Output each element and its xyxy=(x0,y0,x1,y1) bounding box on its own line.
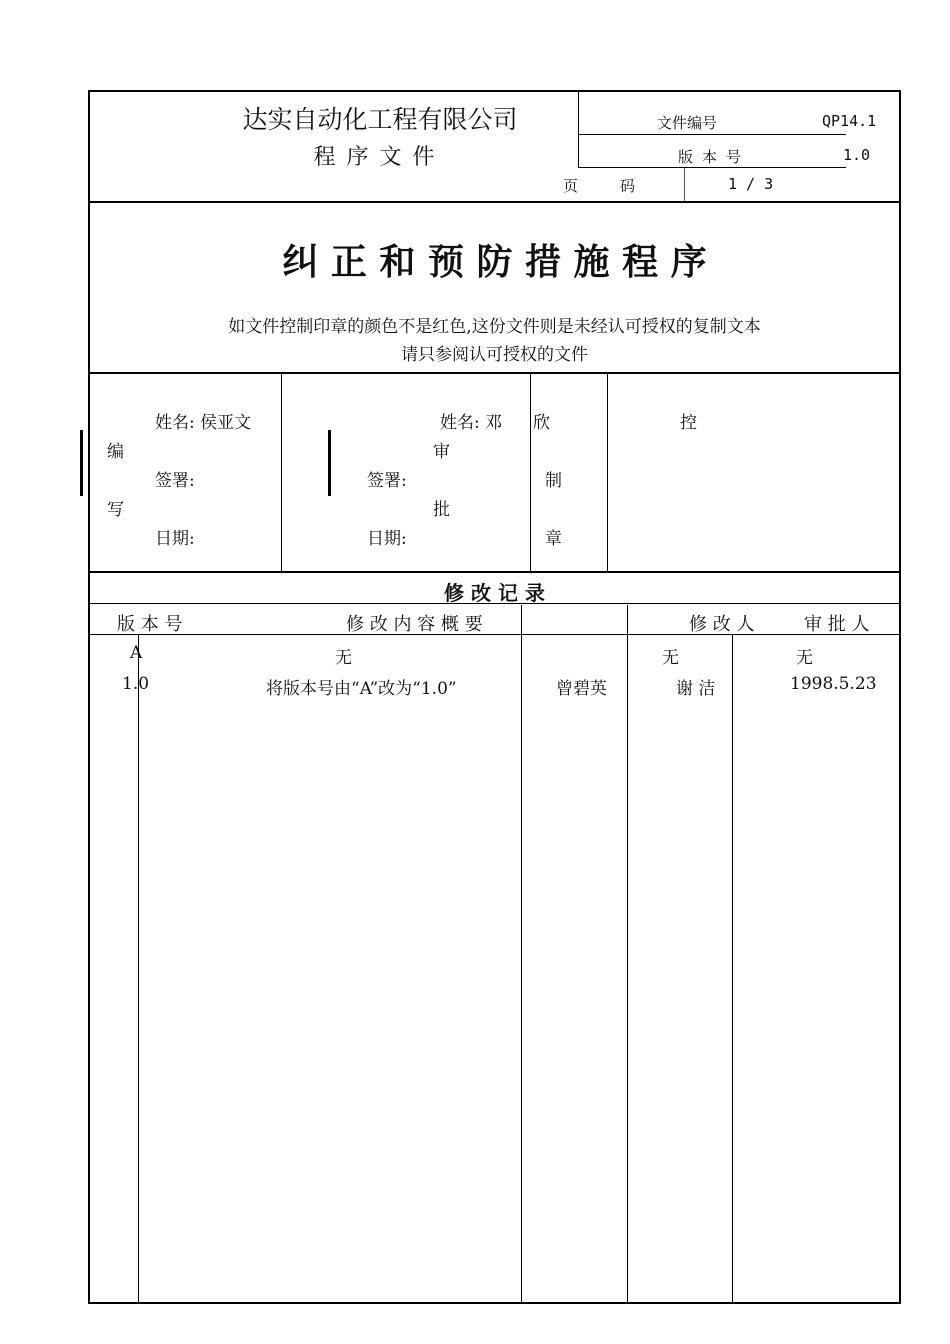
author-date: 日期: xyxy=(155,529,195,549)
approver-sign: 签署: xyxy=(367,471,407,491)
page-cell-divider xyxy=(684,168,685,201)
revision-header-line xyxy=(88,634,901,635)
page-label-2: 码 xyxy=(620,177,636,195)
document-title: 纠 正 和 预 防 措 施 程 序 xyxy=(282,241,707,283)
notice-line-1: 如文件控制印章的颜色不是红色,这份文件则是未经认可授权的复制文本 xyxy=(228,317,761,337)
header-bottom-line xyxy=(88,201,901,203)
col-divider-3 xyxy=(627,605,628,1303)
page-label-1: 页 xyxy=(563,177,579,195)
author-label-top: 编 xyxy=(107,442,124,462)
row1-content: 无 xyxy=(335,648,352,668)
margin-bar-left xyxy=(80,430,83,496)
company-name: 达实自动化工程有限公司 xyxy=(242,105,518,134)
col-divider-4 xyxy=(732,634,733,1303)
col-divider-1 xyxy=(138,634,139,1303)
doc-type: 程 序 文 件 xyxy=(313,145,437,170)
approver-date: 日期: xyxy=(367,529,407,549)
page-number: 1 / 3 xyxy=(728,175,774,193)
version-value: 1.0 xyxy=(843,146,871,164)
signoff-divider-3 xyxy=(607,373,608,573)
row2-date: 1998.5.23 xyxy=(790,674,877,694)
header-divider xyxy=(578,92,579,168)
approver-label-bottom: 批 xyxy=(433,500,450,520)
approver-label-top: 审 xyxy=(433,442,450,462)
approver-name: 姓名: 邓 xyxy=(440,413,503,433)
header-row-line-1 xyxy=(578,134,846,135)
row2-editor: 曾碧英 xyxy=(556,679,607,699)
author-sign: 签署: xyxy=(155,471,195,491)
row2-content: 将版本号由“A”改为“1.0” xyxy=(266,679,457,699)
file-no-label: 文件编号 xyxy=(657,114,718,132)
author-label-bottom: 写 xyxy=(107,500,124,520)
signoff-bottom-line xyxy=(88,571,901,573)
approver-name-tail: 欣 xyxy=(533,413,550,433)
row2-modifier: 谢 洁 xyxy=(676,679,716,699)
revision-title: 修 改 记 录 xyxy=(444,581,545,605)
row1-approver: 无 xyxy=(796,648,813,668)
author-name: 姓名: 侯亚文 xyxy=(155,413,252,433)
row2-version: 1.0 xyxy=(122,674,150,694)
col-version-header: 版 本 号 xyxy=(117,614,183,635)
stamp-label-2: 制 xyxy=(545,471,562,491)
row1-modifier: 无 xyxy=(662,648,679,668)
col-approver-header: 审 批 人 xyxy=(804,614,870,635)
col-modifier-header: 修 改 人 xyxy=(689,614,755,635)
header-row-line-2 xyxy=(578,167,846,168)
title-bottom-line xyxy=(88,372,901,374)
col-divider-2 xyxy=(521,605,522,1303)
col-content-header: 修 改 内 容 概 要 xyxy=(346,614,483,635)
stamp-label-3: 章 xyxy=(545,529,562,549)
version-label: 版 本 号 xyxy=(678,148,742,166)
margin-bar-middle xyxy=(328,430,331,496)
row1-version: A xyxy=(130,643,143,663)
signoff-divider-2 xyxy=(530,373,531,573)
file-no-value: QP14.1 xyxy=(822,112,877,130)
notice-line-2: 请只参阅认可授权的文件 xyxy=(401,345,588,365)
revision-title-line xyxy=(88,603,901,604)
stamp-label-1: 控 xyxy=(680,413,697,433)
signoff-divider-1 xyxy=(281,373,282,573)
